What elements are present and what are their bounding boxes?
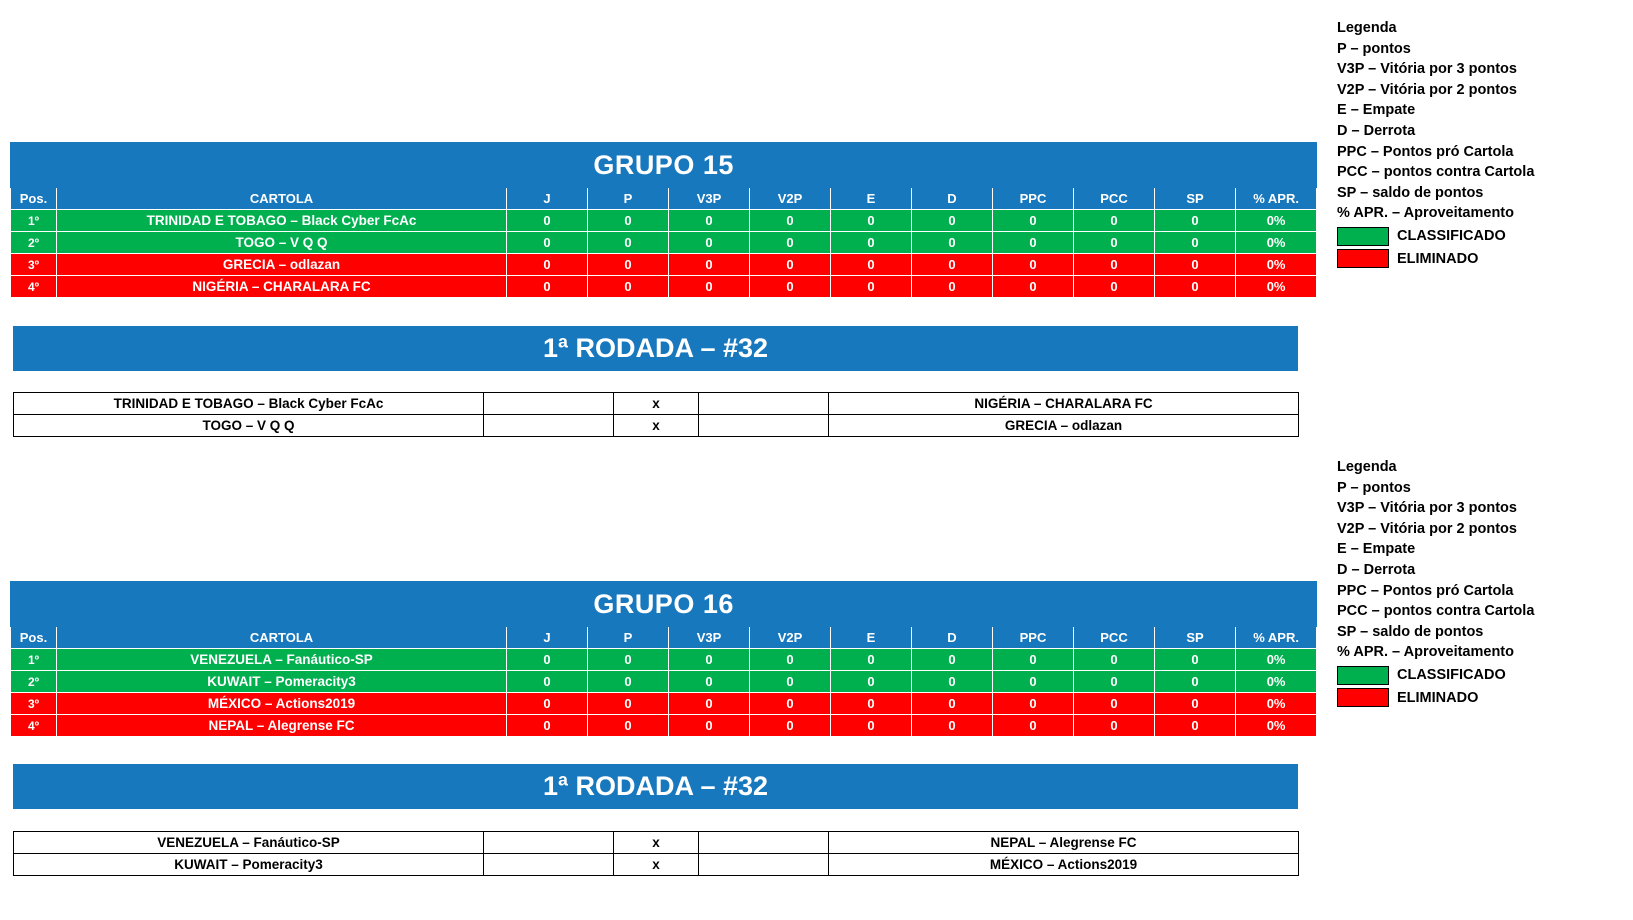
match-away-team: NEPAL – Alegrense FC	[829, 832, 1299, 854]
row-cartola: GRECIA – odlazan	[57, 254, 507, 276]
rodada-banner-group-16: 1ª RODADA – #32	[13, 764, 1298, 809]
legend-classified-label: CLASSIFICADO	[1397, 227, 1506, 244]
column-header-ppc: PPC	[993, 627, 1074, 649]
row-j: 0	[507, 210, 588, 232]
row-cartola: KUWAIT – Pomeracity3	[57, 671, 507, 693]
row-v3p: 0	[669, 276, 750, 298]
row-p: 0	[588, 649, 669, 671]
row-position: 4º	[11, 715, 57, 737]
row-sp: 0	[1155, 649, 1236, 671]
match-home-score[interactable]	[484, 854, 614, 876]
row-j: 0	[507, 254, 588, 276]
column-header-sp: SP	[1155, 627, 1236, 649]
column-header-d: D	[912, 188, 993, 210]
standings-table	[10, 142, 1317, 298]
legend-title: Legenda	[1337, 459, 1397, 475]
row-d: 0	[912, 276, 993, 298]
row-v2p: 0	[750, 693, 831, 715]
row-p: 0	[588, 693, 669, 715]
row-e: 0	[831, 254, 912, 276]
match-away-score[interactable]	[699, 832, 829, 854]
row-ppc: 0	[993, 715, 1074, 737]
row-v3p: 0	[669, 649, 750, 671]
legend-line-d: D – Derrota	[1337, 561, 1416, 578]
column-header-p: P	[588, 627, 669, 649]
row-apr: 0%	[1236, 254, 1317, 276]
row-v2p: 0	[750, 232, 831, 254]
column-header-apr: % APR.	[1236, 627, 1317, 649]
group-title-row	[11, 582, 1317, 627]
row-apr: 0%	[1236, 232, 1317, 254]
group-16-standings	[10, 581, 1317, 737]
column-header-cartola: CARTOLA	[57, 188, 507, 210]
table-row	[11, 254, 1317, 276]
row-pcc: 0	[1074, 210, 1155, 232]
row-j: 0	[507, 715, 588, 737]
row-sp: 0	[1155, 671, 1236, 693]
match-away-score[interactable]	[699, 415, 829, 437]
row-position: 3º	[11, 693, 57, 715]
legend-classified-row	[1337, 226, 1627, 247]
legend-line-ppc: PPC – Pontos pró Cartola	[1337, 582, 1514, 599]
match-home-score[interactable]	[484, 832, 614, 854]
row-position: 2º	[11, 232, 57, 254]
column-header-v2p: V2P	[750, 627, 831, 649]
column-header-pcc: PCC	[1074, 627, 1155, 649]
row-j: 0	[507, 232, 588, 254]
row-v3p: 0	[669, 254, 750, 276]
match-row	[14, 832, 1299, 854]
standings-header-row	[11, 188, 1317, 210]
legend-line-pcc: PCC – pontos contra Cartola	[1337, 164, 1535, 181]
match-away-team: MÉXICO – Actions2019	[829, 854, 1299, 876]
table-row	[11, 715, 1317, 737]
row-e: 0	[831, 715, 912, 737]
row-v3p: 0	[669, 210, 750, 232]
column-header-pcc: PCC	[1074, 188, 1155, 210]
legend-line-sp: SP – saldo de pontos	[1337, 623, 1484, 640]
row-ppc: 0	[993, 210, 1074, 232]
row-j: 0	[507, 276, 588, 298]
legend-bottom	[1337, 457, 1627, 708]
group-title-row	[11, 143, 1317, 188]
row-d: 0	[912, 232, 993, 254]
row-v2p: 0	[750, 671, 831, 693]
match-home-team: TRINIDAD E TOBAGO – Black Cyber FcAc	[14, 393, 484, 415]
column-header-pos: Pos.	[11, 627, 57, 649]
legend-classified-label: CLASSIFICADO	[1397, 666, 1506, 683]
legend-classified-row	[1337, 665, 1627, 686]
row-e: 0	[831, 210, 912, 232]
column-header-ppc: PPC	[993, 188, 1074, 210]
column-header-sp: SP	[1155, 188, 1236, 210]
row-position: 3º	[11, 254, 57, 276]
row-d: 0	[912, 649, 993, 671]
row-apr: 0%	[1236, 649, 1317, 671]
matches-group-16	[13, 831, 1299, 876]
legend-title: Legenda	[1337, 20, 1397, 36]
row-pcc: 0	[1074, 649, 1155, 671]
row-d: 0	[912, 715, 993, 737]
row-sp: 0	[1155, 693, 1236, 715]
row-cartola: TOGO – V Q Q	[57, 232, 507, 254]
row-pcc: 0	[1074, 254, 1155, 276]
group-title: GRUPO 16	[11, 582, 1317, 627]
legend-line-e: E – Empate	[1337, 102, 1416, 119]
row-sp: 0	[1155, 254, 1236, 276]
column-header-d: D	[912, 627, 993, 649]
matches-group-15	[13, 392, 1299, 437]
row-cartola: NIGÉRIA – CHARALARA FC	[57, 276, 507, 298]
row-d: 0	[912, 693, 993, 715]
row-sp: 0	[1155, 715, 1236, 737]
legend-line-v3p: V3P – Vitória por 3 pontos	[1337, 61, 1517, 78]
match-home-team: VENEZUELA – Fanáutico-SP	[14, 832, 484, 854]
legend-line-p: P – pontos	[1337, 479, 1411, 496]
match-away-score[interactable]	[699, 854, 829, 876]
table-row	[11, 276, 1317, 298]
row-pcc: 0	[1074, 232, 1155, 254]
group-title: GRUPO 15	[11, 143, 1317, 188]
row-v2p: 0	[750, 649, 831, 671]
row-cartola: MÉXICO – Actions2019	[57, 693, 507, 715]
table-row	[11, 210, 1317, 232]
match-row	[14, 854, 1299, 876]
row-p: 0	[588, 210, 669, 232]
legend-line-p: P – pontos	[1337, 40, 1411, 57]
legend-eliminated-row	[1337, 688, 1627, 709]
row-position: 4º	[11, 276, 57, 298]
column-header-v3p: V3P	[669, 188, 750, 210]
match-versus: x	[614, 854, 699, 876]
match-home-team: KUWAIT – Pomeracity3	[14, 854, 484, 876]
eliminated-color-swatch	[1337, 688, 1389, 707]
row-v2p: 0	[750, 715, 831, 737]
row-ppc: 0	[993, 693, 1074, 715]
legend-top	[1337, 18, 1627, 269]
row-v2p: 0	[750, 276, 831, 298]
row-position: 1º	[11, 649, 57, 671]
eliminated-color-swatch	[1337, 249, 1389, 268]
row-pcc: 0	[1074, 276, 1155, 298]
match-versus: x	[614, 393, 699, 415]
row-cartola: VENEZUELA – Fanáutico-SP	[57, 649, 507, 671]
group-15-standings	[10, 142, 1317, 298]
column-header-v3p: V3P	[669, 627, 750, 649]
column-header-v2p: V2P	[750, 188, 831, 210]
row-e: 0	[831, 649, 912, 671]
row-position: 1º	[11, 210, 57, 232]
row-v2p: 0	[750, 210, 831, 232]
match-away-team: GRECIA – odlazan	[829, 415, 1299, 437]
row-v3p: 0	[669, 715, 750, 737]
row-pcc: 0	[1074, 671, 1155, 693]
column-header-cartola: CARTOLA	[57, 627, 507, 649]
match-home-score[interactable]	[484, 415, 614, 437]
legend-line-ppc: PPC – Pontos pró Cartola	[1337, 143, 1514, 160]
matches-table	[13, 392, 1299, 437]
row-d: 0	[912, 210, 993, 232]
column-header-pos: Pos.	[11, 188, 57, 210]
table-row	[11, 649, 1317, 671]
legend-line-pcc: PCC – pontos contra Cartola	[1337, 603, 1535, 620]
match-versus: x	[614, 415, 699, 437]
legend-line-sp: SP – saldo de pontos	[1337, 184, 1484, 201]
column-header-apr: % APR.	[1236, 188, 1317, 210]
legend-eliminated-label: ELIMINADO	[1397, 250, 1479, 267]
row-apr: 0%	[1236, 693, 1317, 715]
legend-line-d: D – Derrota	[1337, 122, 1416, 139]
row-sp: 0	[1155, 276, 1236, 298]
row-p: 0	[588, 254, 669, 276]
table-row	[11, 693, 1317, 715]
row-ppc: 0	[993, 254, 1074, 276]
row-p: 0	[588, 276, 669, 298]
row-e: 0	[831, 232, 912, 254]
column-header-e: E	[831, 188, 912, 210]
row-sp: 0	[1155, 210, 1236, 232]
row-sp: 0	[1155, 232, 1236, 254]
row-apr: 0%	[1236, 276, 1317, 298]
legend-line-v2p: V2P – Vitória por 2 pontos	[1337, 81, 1517, 98]
classified-color-swatch	[1337, 227, 1389, 246]
row-v2p: 0	[750, 254, 831, 276]
row-cartola: NEPAL – Alegrense FC	[57, 715, 507, 737]
row-e: 0	[831, 276, 912, 298]
match-versus: x	[614, 832, 699, 854]
row-j: 0	[507, 671, 588, 693]
match-away-score[interactable]	[699, 393, 829, 415]
column-header-j: J	[507, 627, 588, 649]
row-e: 0	[831, 693, 912, 715]
row-v3p: 0	[669, 232, 750, 254]
legend-eliminated-label: ELIMINADO	[1397, 689, 1479, 706]
match-away-team: NIGÉRIA – CHARALARA FC	[829, 393, 1299, 415]
row-p: 0	[588, 232, 669, 254]
legend-line-e: E – Empate	[1337, 541, 1416, 558]
column-header-j: J	[507, 188, 588, 210]
table-row	[11, 671, 1317, 693]
table-row	[11, 232, 1317, 254]
row-pcc: 0	[1074, 715, 1155, 737]
row-ppc: 0	[993, 232, 1074, 254]
legend-line-apr: % APR. – Aproveitamento	[1337, 205, 1514, 222]
legend-eliminated-row	[1337, 249, 1627, 270]
row-e: 0	[831, 671, 912, 693]
row-d: 0	[912, 254, 993, 276]
standings-header-row	[11, 627, 1317, 649]
legend-line-v2p: V2P – Vitória por 2 pontos	[1337, 520, 1517, 537]
legend-line-v3p: V3P – Vitória por 3 pontos	[1337, 500, 1517, 517]
match-home-team: TOGO – V Q Q	[14, 415, 484, 437]
row-pcc: 0	[1074, 693, 1155, 715]
row-position: 2º	[11, 671, 57, 693]
row-ppc: 0	[993, 649, 1074, 671]
row-apr: 0%	[1236, 671, 1317, 693]
row-j: 0	[507, 649, 588, 671]
row-apr: 0%	[1236, 210, 1317, 232]
matches-table	[13, 831, 1299, 876]
rodada-banner-group-15: 1ª RODADA – #32	[13, 326, 1298, 371]
row-v3p: 0	[669, 693, 750, 715]
row-apr: 0%	[1236, 715, 1317, 737]
row-p: 0	[588, 715, 669, 737]
match-row	[14, 415, 1299, 437]
column-header-e: E	[831, 627, 912, 649]
row-j: 0	[507, 693, 588, 715]
legend-line-apr: % APR. – Aproveitamento	[1337, 644, 1514, 661]
row-d: 0	[912, 671, 993, 693]
row-p: 0	[588, 671, 669, 693]
row-ppc: 0	[993, 671, 1074, 693]
row-ppc: 0	[993, 276, 1074, 298]
match-row	[14, 393, 1299, 415]
row-v3p: 0	[669, 671, 750, 693]
column-header-p: P	[588, 188, 669, 210]
match-home-score[interactable]	[484, 393, 614, 415]
classified-color-swatch	[1337, 666, 1389, 685]
standings-table	[10, 581, 1317, 737]
row-cartola: TRINIDAD E TOBAGO – Black Cyber FcAc	[57, 210, 507, 232]
